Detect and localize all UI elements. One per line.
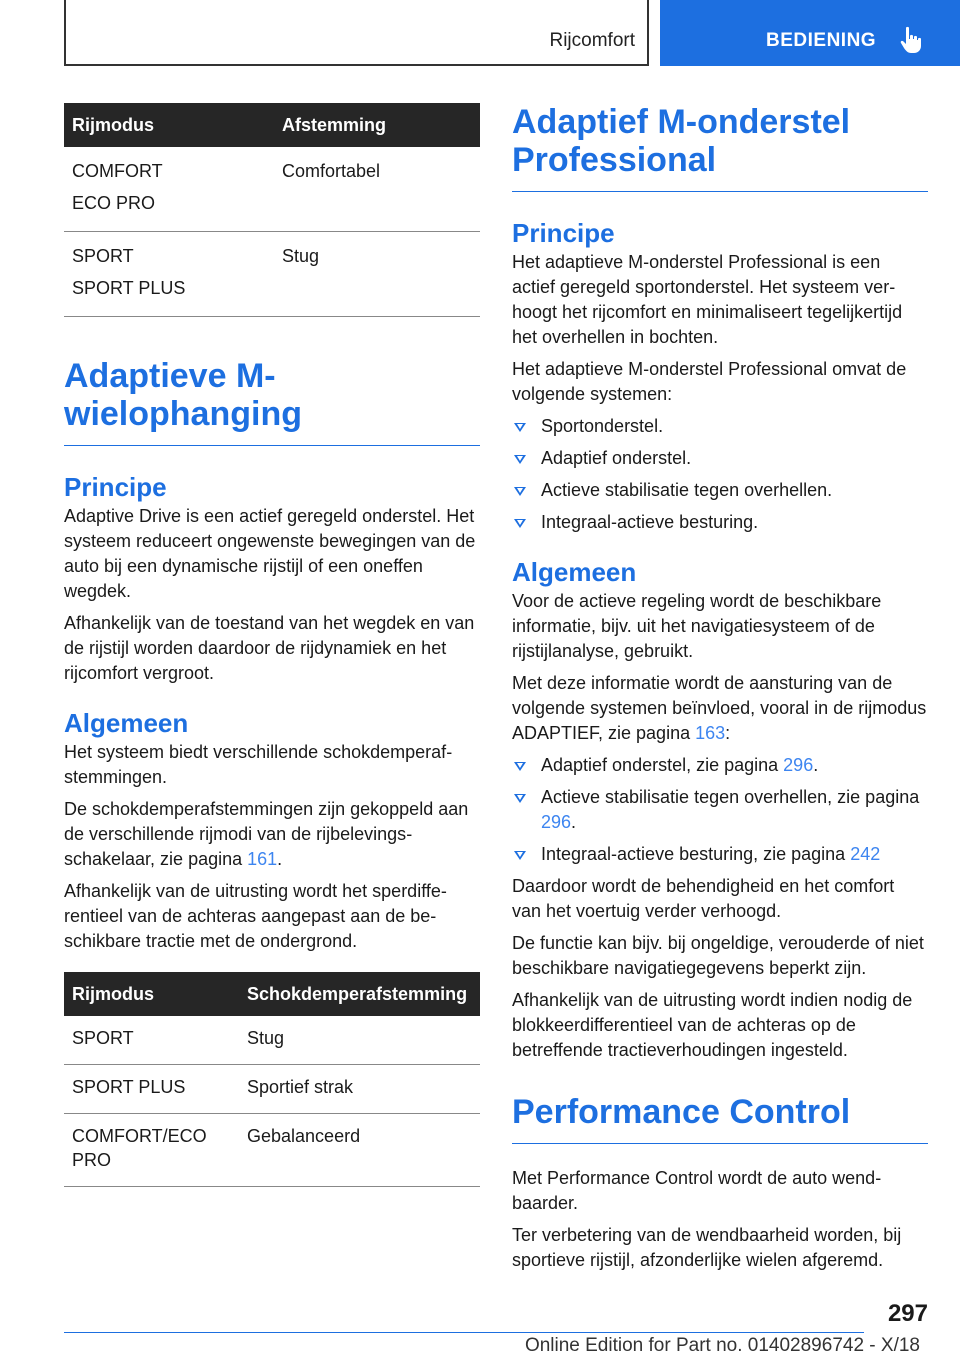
table-cell: SPORT PLUS (64, 1065, 239, 1114)
paragraph: De functie kan bijv. bij ongeldige, verouderde of niet beschikbare navigatiegegevens beperkt zijn. (512, 933, 924, 978)
paragraph: Met Performance Control wordt de auto wendbaarder. (512, 1168, 882, 1213)
table-cell: SPORT (72, 246, 134, 266)
subsection-heading: Principe (512, 218, 615, 248)
paragraph: Daardoor wordt de behendigheid en het comfort van het voertuig verder verhoogd. (512, 876, 895, 921)
footer-divider (64, 1332, 864, 1333)
table-cell: Stug (274, 232, 480, 317)
affected-systems-list (512, 753, 928, 867)
table-cell: COMFORT/ECO PRO (64, 1114, 239, 1187)
table-row (64, 1065, 480, 1114)
table-row (64, 147, 480, 232)
paragraph: Afhankelijk van de uitrusting wordt het sperdifferentieel van de achteras aangepast aan de beschikbare tractie met de ondergrond. (64, 881, 447, 951)
page-link[interactable]: 242 (850, 844, 881, 864)
paragraph: Afhankelijk van de uitrusting wordt indien nodig de blokkeerdifferentieel van de achteras op de betreffende tractieverhoudingen ingesteld. (512, 990, 913, 1060)
triangle-bullet-icon (514, 423, 526, 432)
table-cell: SPORT PLUS (72, 278, 186, 298)
list-item: Adaptief onderstel, zie pagina 296. (512, 753, 928, 778)
table-cell: Comfortabel (274, 147, 480, 232)
list-item: Actieve stabilisatie tegen overhellen. (512, 478, 928, 503)
paragraph: Het adaptieve M-onderstel Professional is een actief geregeld sportonderstel. Het systeem verhoogt het rijcomfort en minimaliseert tegelijkertijd het overhellen in bochten. (512, 252, 903, 347)
right-column (512, 103, 928, 1273)
left-column (64, 103, 480, 1187)
table-cell: ECO PRO (72, 193, 156, 213)
paragraph: Adaptive Drive is een actief geregeld onderstel. Het systeem reduceert ongewenste bewegingen van de auto bij een dynamische rijstijl of een oneffen wegdek. (64, 506, 476, 601)
section-title: Adaptief M-onderstel Professional (512, 103, 928, 192)
table-cell: Stug (239, 1016, 480, 1065)
table-cell: Sportief strak (239, 1065, 480, 1114)
table-row (64, 1114, 480, 1187)
table-header: Schokdemperafstemming (239, 972, 480, 1016)
system-list (512, 414, 928, 535)
table-header: Rijmodus (64, 972, 239, 1016)
paragraph: Het adaptieve M-onderstel Professional omvat de volgende systemen: (512, 359, 907, 404)
table-header: Rijmodus (64, 103, 274, 147)
page-link[interactable]: 163 (695, 723, 726, 743)
section-title: Adaptieve M-wielophanging (64, 357, 480, 446)
paragraph: Met deze informatie wordt de aansturing van de volgende systemen beïnvloed, vooral in de rijmodus ADAPTIEF, zie pagina 163: (512, 673, 927, 743)
header-section-title: Rijcomfort (549, 30, 635, 51)
list-item: Sportonderstel. (512, 414, 928, 439)
triangle-bullet-icon (514, 794, 526, 803)
table-row (64, 232, 480, 317)
triangle-bullet-icon (514, 455, 526, 464)
footer-edition-text: Online Edition for Part no. 01402896742 - X/18 (524, 1335, 920, 1356)
triangle-bullet-icon (514, 851, 526, 860)
triangle-bullet-icon (514, 487, 526, 496)
drive-mode-table (64, 103, 480, 317)
list-item: Integraal-actieve besturing. (512, 510, 928, 535)
table-cell: COMFORT (72, 161, 163, 181)
paragraph: Ter verbetering van de wendbaarheid worden, bij sportieve rijstijl, afzonderlijke wielen afgeremd. (512, 1225, 902, 1270)
list-item: Integraal-actieve besturing, zie pagina 242 (512, 842, 928, 867)
triangle-bullet-icon (514, 519, 526, 528)
table-cell: Gebalanceerd (239, 1114, 480, 1187)
paragraph: De schokdemperafstemmingen zijn gekoppeld aan de verschillende rijmodi van de rijbelevingsschakelaar, zie pagina 161. (64, 799, 469, 869)
subsection-heading: Algemeen (512, 557, 637, 587)
subsection-heading: Principe (64, 472, 167, 502)
paragraph: Het systeem biedt verschillende schokdemperafstemmingen. (64, 742, 453, 787)
list-item: Adaptief onderstel. (512, 446, 928, 471)
pointing-hand-icon (896, 24, 928, 56)
table-header: Afstemming (274, 103, 480, 147)
chapter-tab-label: BEDIENING (766, 30, 877, 51)
page-link[interactable]: 296 (541, 812, 572, 832)
table-row (64, 1016, 480, 1065)
chapter-tab[interactable] (660, 0, 960, 66)
section-title: Performance Control (512, 1093, 928, 1144)
subsection-heading: Algemeen (64, 708, 189, 738)
list-item: Actieve stabilisatie tegen overhellen, zie pagina 296. (512, 785, 928, 835)
page-link[interactable]: 161 (247, 849, 278, 869)
paragraph: Voor de actieve regeling wordt de beschikbare informatie, bijv. uit het navigatiesysteem of de rijstijlanalyse, gebruikt. (512, 591, 882, 661)
paragraph: Afhankelijk van de toestand van het wegdek en van de rijstijl worden daardoor de rijdynamiek en het rijcomfort vergroot. (64, 613, 475, 683)
page-number: 297 (887, 1300, 928, 1327)
damper-table (64, 972, 480, 1187)
table-cell: SPORT (64, 1016, 239, 1065)
page-link[interactable]: 296 (783, 755, 814, 775)
triangle-bullet-icon (514, 762, 526, 771)
